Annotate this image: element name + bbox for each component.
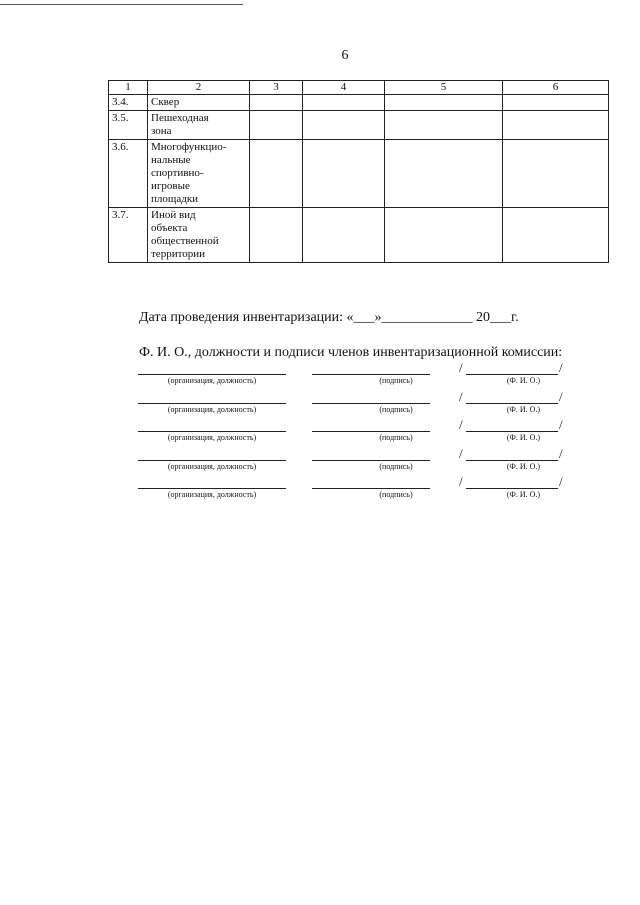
row-name-line: игровые bbox=[151, 180, 190, 192]
inventory-date-line: Дата проведения инвентаризации: «___»_____________ 20___г. bbox=[139, 310, 519, 325]
table-cell bbox=[503, 111, 609, 140]
slash-right: / bbox=[559, 388, 563, 404]
row-name-line: Пешеходная bbox=[151, 112, 209, 124]
row-name-line: зона bbox=[151, 125, 172, 137]
organization-line bbox=[138, 423, 286, 432]
table-cell bbox=[250, 208, 303, 263]
row-name-line: нальные bbox=[151, 154, 191, 166]
organization-line bbox=[138, 452, 286, 461]
column-header: 1 bbox=[109, 81, 148, 95]
row-name-line: Многофункцио- bbox=[151, 141, 227, 153]
organization-line bbox=[138, 480, 286, 489]
name-line bbox=[466, 480, 558, 489]
signature-line bbox=[312, 395, 430, 404]
inventory-table bbox=[108, 80, 609, 263]
name-line bbox=[466, 423, 558, 432]
signature-caption: (подпись) bbox=[379, 376, 413, 385]
signature-row bbox=[0, 417, 640, 445]
organization-line bbox=[138, 366, 286, 375]
column-header: 5 bbox=[385, 81, 503, 95]
name-caption: (Ф. И. О.) bbox=[506, 376, 541, 385]
row-name-line: территории bbox=[151, 248, 206, 260]
row-name-line: спортивно- bbox=[151, 167, 204, 179]
signature-line bbox=[312, 366, 430, 375]
row-name-line: объекта bbox=[151, 222, 188, 234]
row-name bbox=[148, 95, 250, 111]
slash-left: / bbox=[459, 445, 463, 461]
name-caption: (Ф. И. О.) bbox=[506, 490, 541, 499]
slash-right: / bbox=[559, 417, 563, 432]
slash-left: / bbox=[459, 474, 463, 489]
slash-left: / bbox=[459, 360, 463, 375]
table-cell bbox=[385, 208, 503, 263]
table-cell bbox=[385, 111, 503, 140]
signature-row bbox=[0, 388, 640, 417]
table-header-row bbox=[109, 81, 609, 95]
name-line bbox=[466, 395, 558, 404]
row-name-line: общественной bbox=[151, 235, 219, 247]
table-cell bbox=[385, 140, 503, 208]
name-caption: (Ф. И. О.) bbox=[506, 404, 541, 414]
column-header: 4 bbox=[303, 81, 385, 95]
table-cell bbox=[250, 95, 303, 111]
signature-row bbox=[0, 474, 640, 502]
name-line bbox=[466, 366, 558, 375]
organization-caption: (организация, должность) bbox=[167, 376, 257, 385]
table-row bbox=[109, 140, 609, 208]
top-rule bbox=[0, 4, 243, 5]
signature-line bbox=[312, 480, 430, 489]
signature-row bbox=[0, 445, 640, 474]
table-row bbox=[109, 208, 609, 263]
slash-right: / bbox=[559, 360, 563, 375]
table-cell bbox=[503, 95, 609, 111]
slash-left: / bbox=[459, 388, 463, 404]
column-header: 3 bbox=[250, 81, 303, 95]
page-number: 6 bbox=[341, 48, 349, 63]
row-name-line: Иной вид bbox=[151, 209, 196, 221]
name-line bbox=[466, 452, 558, 461]
name-caption: (Ф. И. О.) bbox=[506, 461, 541, 471]
slash-right: / bbox=[559, 474, 563, 489]
organization-caption: (организация, должность) bbox=[167, 433, 257, 442]
table-cell bbox=[303, 140, 385, 208]
table-cell bbox=[250, 111, 303, 140]
row-name bbox=[148, 140, 250, 208]
row-number: 3.4. bbox=[109, 95, 148, 111]
row-number: 3.6. bbox=[109, 140, 148, 208]
organization-line bbox=[138, 395, 286, 404]
organization-caption: (организация, должность) bbox=[167, 490, 257, 499]
table-cell bbox=[303, 208, 385, 263]
signature-caption: (подпись) bbox=[379, 461, 413, 471]
row-name-line: площадки bbox=[151, 193, 199, 205]
table-cell bbox=[250, 140, 303, 208]
table-row bbox=[109, 111, 609, 140]
column-header: 6 bbox=[503, 81, 609, 95]
slash-left: / bbox=[459, 417, 463, 432]
column-header: 2 bbox=[148, 81, 250, 95]
table-row bbox=[109, 95, 609, 111]
signature-caption: (подпись) bbox=[379, 404, 413, 414]
table-cell bbox=[303, 111, 385, 140]
organization-caption: (организация, должность) bbox=[167, 404, 257, 414]
signature-line bbox=[312, 452, 430, 461]
table-cell bbox=[503, 140, 609, 208]
row-name bbox=[148, 111, 250, 140]
row-number: 3.7. bbox=[109, 208, 148, 263]
signature-caption: (подпись) bbox=[379, 490, 413, 499]
row-name bbox=[148, 208, 250, 263]
table-cell bbox=[303, 95, 385, 111]
table-cell bbox=[503, 208, 609, 263]
organization-caption: (организация, должность) bbox=[167, 461, 257, 471]
signature-row bbox=[0, 360, 640, 388]
signature-line bbox=[312, 423, 430, 432]
row-number: 3.5. bbox=[109, 111, 148, 140]
row-name-line: Сквер bbox=[151, 96, 180, 108]
name-caption: (Ф. И. О.) bbox=[506, 433, 541, 442]
table-cell bbox=[385, 95, 503, 111]
signature-caption: (подпись) bbox=[379, 433, 413, 442]
slash-right: / bbox=[559, 445, 563, 461]
commission-title: Ф. И. О., должности и подписи членов инвентаризационной комиссии: bbox=[139, 345, 563, 360]
